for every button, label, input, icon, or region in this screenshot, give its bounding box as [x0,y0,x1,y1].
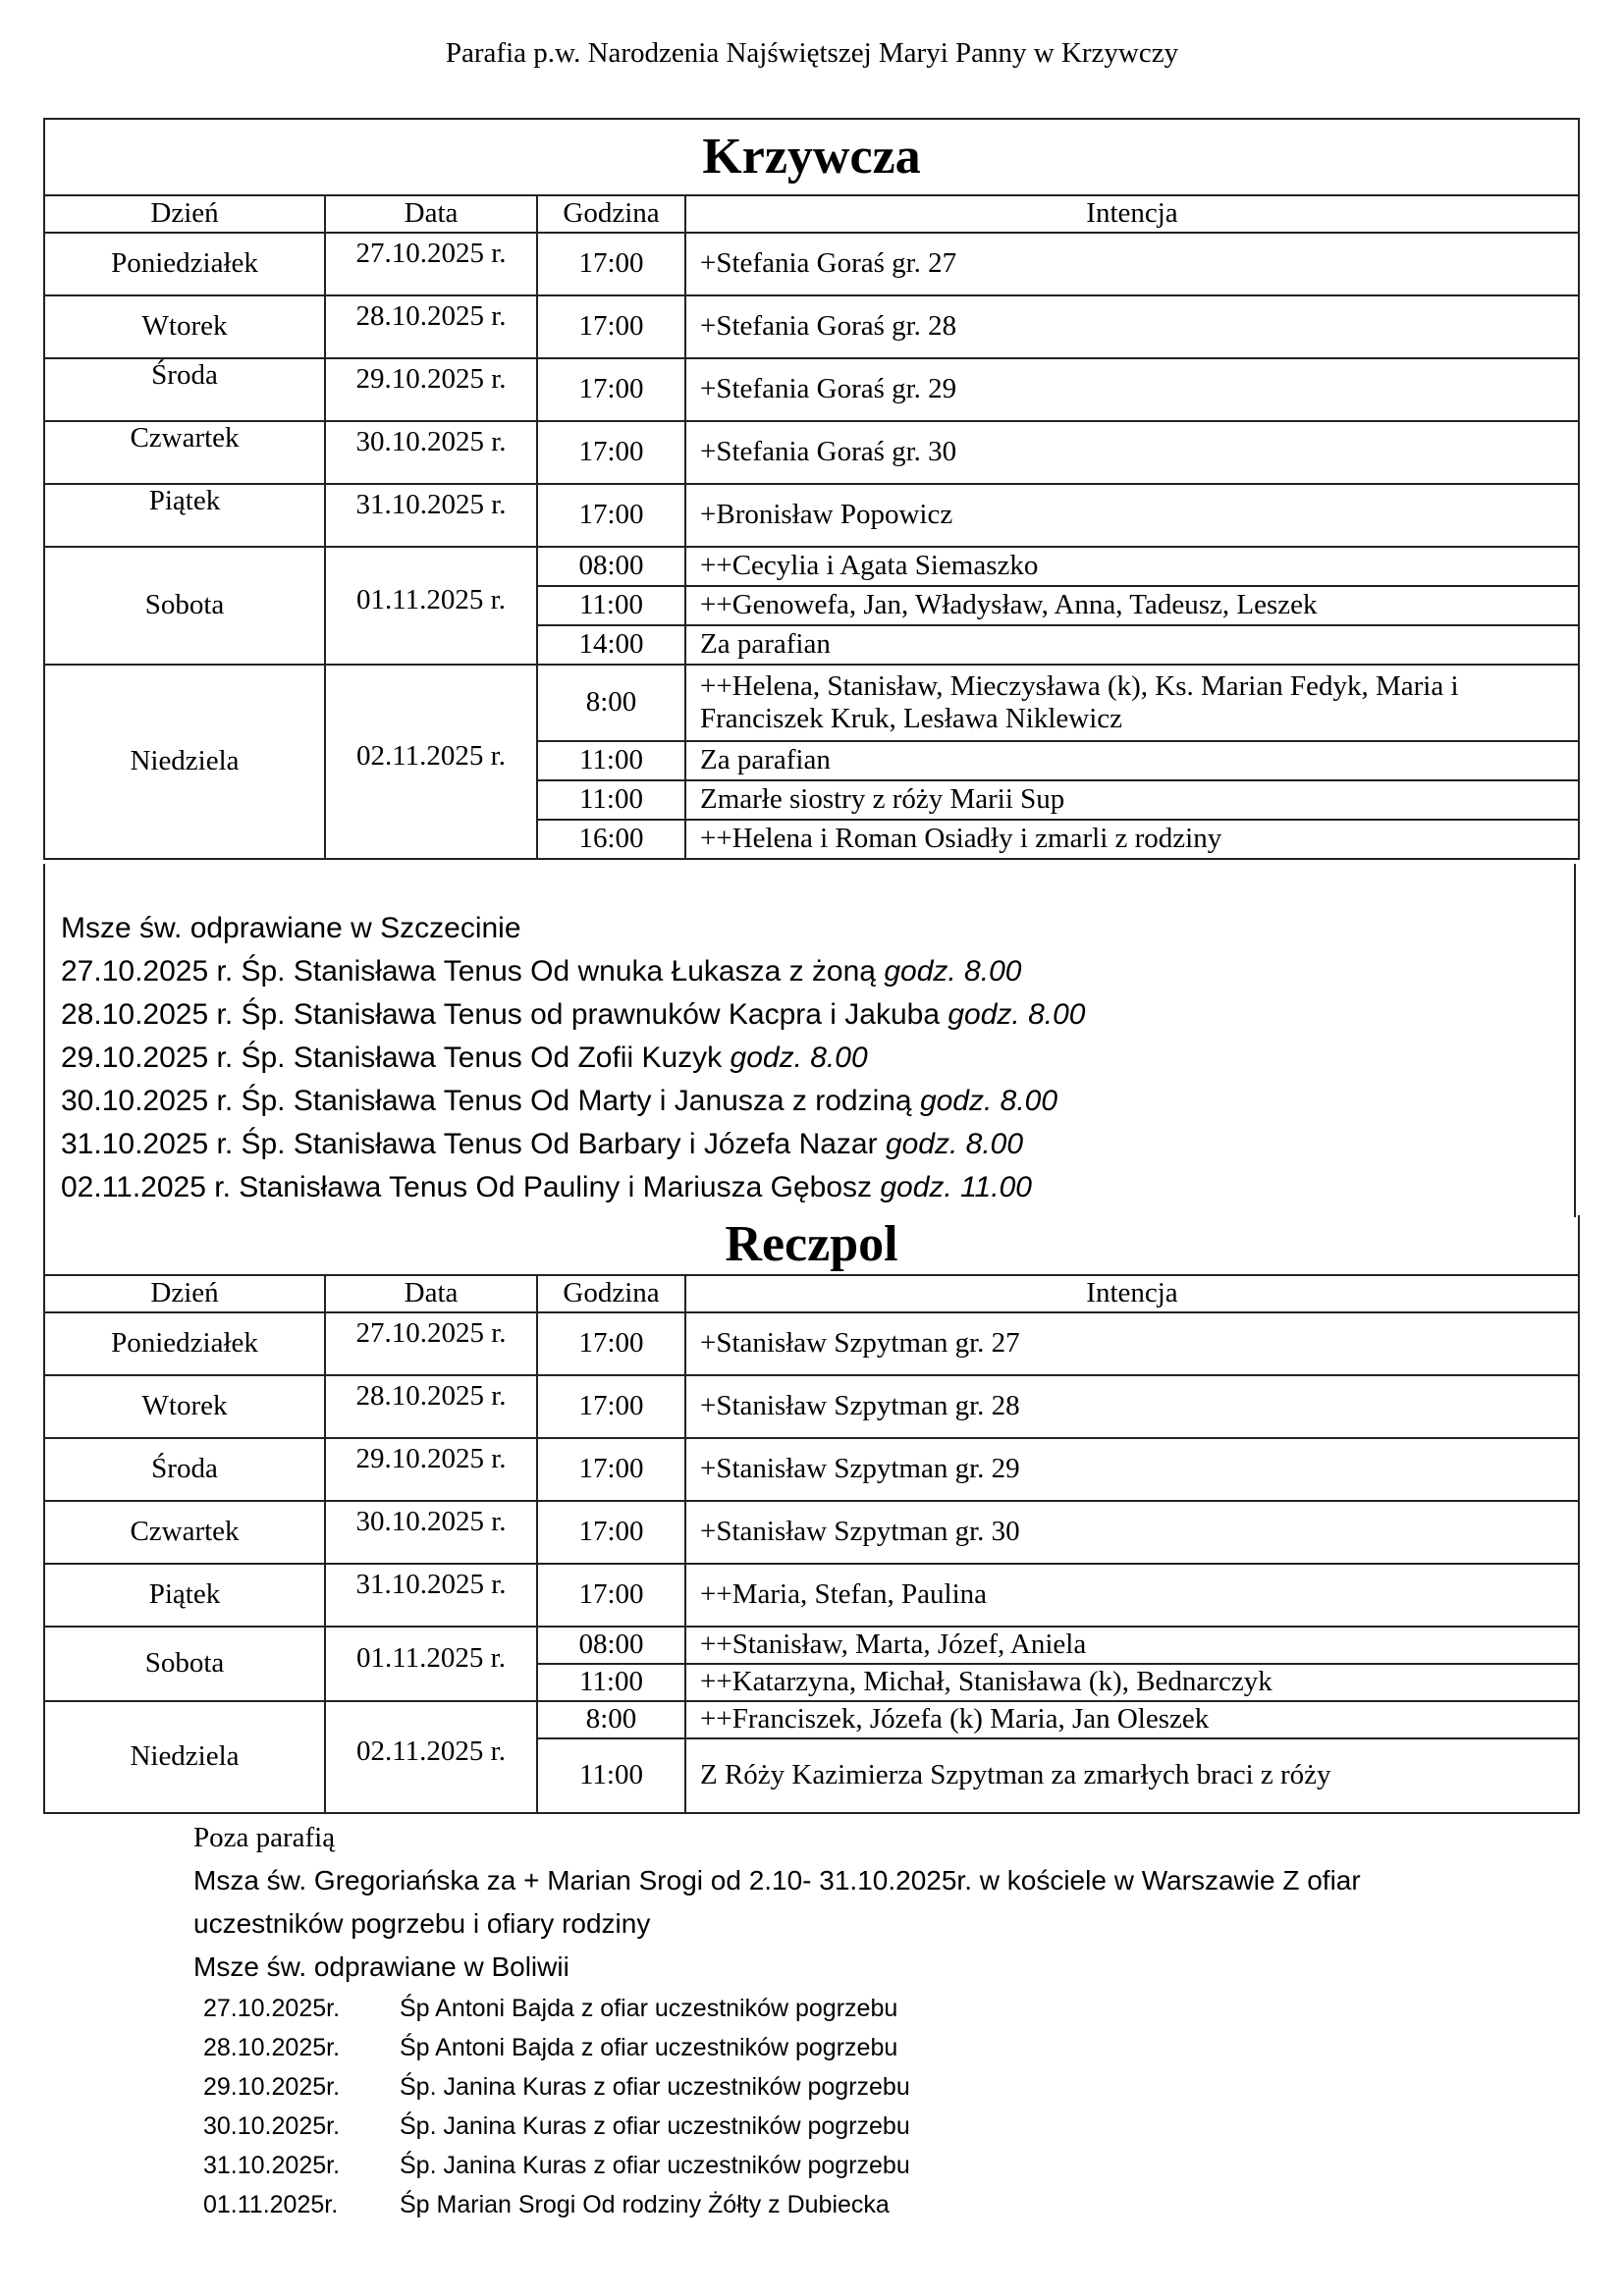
table-row [44,1312,1579,1375]
table-row [44,421,1579,484]
day-cell: Czwartek [44,1501,325,1564]
intention-cell: ++Katarzyna, Michał, Stanisława (k), Bednarczyk [685,1664,1579,1701]
time-cell: 08:00 [537,547,685,586]
time-cell: 11:00 [537,780,685,820]
column-header-day: Dzień [44,1275,325,1312]
krzywcza-schedule-table [43,118,1580,860]
date-cell: 27.10.2025 r. [325,1312,537,1375]
day-cell: Czwartek [44,421,325,484]
time-cell: 17:00 [537,484,685,547]
intention-cell: ++Helena, Stanisław, Mieczysława (k), Ks. Marian Fedyk, Maria i Franciszek Kruk, Lesława Niklewicz [685,665,1579,741]
time-cell: 17:00 [537,233,685,295]
table-row [44,1564,1579,1627]
time-cell: 11:00 [537,1664,685,1701]
reczpol-schedule-table [43,1215,1580,1814]
time-cell: 8:00 [537,1701,685,1738]
szczecin-entry: 02.11.2025 r. Stanisława Tenus Od Pauliny i Mariusza Gębosz godz. 11.00 [61,1171,1032,1203]
day-cell: Środa [44,1438,325,1501]
szczecin-entry: 27.10.2025 r. Śp. Stanisława Tenus Od wnuka Łukasza z żoną godz. 8.00 [61,955,1022,988]
day-cell: Sobota [44,1627,325,1701]
date-cell: 28.10.2025 r. [325,1375,537,1438]
date-cell: 01.11.2025 r. [325,547,537,665]
day-cell: Wtorek [44,295,325,358]
outside-parish-section [193,1816,1470,2224]
day-cell: Wtorek [44,1375,325,1438]
outside-title: Poza parafią [193,1822,336,1853]
column-header-date: Data [325,195,537,233]
intention-cell: +Stanisław Szpytman gr. 30 [685,1501,1579,1564]
time-cell: 17:00 [537,1438,685,1501]
szczecin-masses-section [43,864,1576,1217]
szczecin-entry: 29.10.2025 r. Śp. Stanisława Tenus Od Zofii Kuzyk godz. 8.00 [61,1041,868,1074]
date-cell: 29.10.2025 r. [325,358,537,421]
day-cell: Poniedziałek [44,1312,325,1375]
szczecin-title: Msze św. odprawiane w Szczecinie [61,912,521,944]
day-cell: Niedziela [44,665,325,859]
date-cell: 31.10.2025 r. [325,484,537,547]
date-cell: 27.10.2025 r. [325,233,537,295]
day-cell: Piątek [44,1564,325,1627]
table-row [44,1701,1579,1738]
time-cell: 14:00 [537,625,685,665]
date-cell: 02.11.2025 r. [325,1701,537,1813]
list-item: 29.10.2025r. Śp. Janina Kuras z ofiar uczestników pogrzebu [203,2073,910,2101]
intention-cell: +Stanisław Szpytman gr. 28 [685,1375,1579,1438]
column-header-day: Dzień [44,195,325,233]
table-row [44,1438,1579,1501]
column-header-time: Godzina [537,195,685,233]
day-cell: Sobota [44,547,325,665]
time-cell: 17:00 [537,1564,685,1627]
time-cell: 11:00 [537,741,685,780]
reczpol-title: Reczpol [44,1215,1579,1275]
date-cell: 01.11.2025 r. [325,1627,537,1701]
list-item: 27.10.2025r. Śp Antoni Bajda z ofiar uczestników pogrzebu [203,1995,898,2022]
intention-cell: +Bronisław Popowicz [685,484,1579,547]
szczecin-entry: 30.10.2025 r. Śp. Stanisława Tenus Od Marty i Janusza z rodziną godz. 8.00 [61,1085,1058,1117]
page-header: Parafia p.w. Narodzenia Najświętszej Maryi Panny w Krzywczy [445,37,1179,69]
time-cell: 17:00 [537,358,685,421]
table-row [44,484,1579,547]
intention-cell: Za parafian [685,741,1579,780]
date-cell: 02.11.2025 r. [325,665,537,859]
list-item: 30.10.2025r. Śp. Janina Kuras z ofiar uczestników pogrzebu [203,2112,910,2140]
table-row [44,295,1579,358]
column-header-time: Godzina [537,1275,685,1312]
table-row [44,1627,1579,1664]
intention-cell: ++Franciszek, Józefa (k) Maria, Jan Oleszek [685,1701,1579,1738]
krzywcza-title: Krzywcza [44,119,1579,195]
column-header-intention: Intencja [685,1275,1579,1312]
intention-cell: ++Genowefa, Jan, Władysław, Anna, Tadeusz, Leszek [685,586,1579,625]
time-cell: 17:00 [537,295,685,358]
list-item: 01.11.2025r. Śp Marian Srogi Od rodziny Żółty z Dubiecka [203,2191,890,2218]
list-item: 28.10.2025r. Śp Antoni Bajda z ofiar uczestników pogrzebu [203,2034,898,2061]
time-cell: 17:00 [537,421,685,484]
table-row [44,547,1579,586]
table-row [44,358,1579,421]
date-cell: 30.10.2025 r. [325,1501,537,1564]
day-cell: Niedziela [44,1701,325,1813]
intention-cell: +Stefania Goraś gr. 27 [685,233,1579,295]
time-cell: 11:00 [537,1738,685,1813]
date-cell: 30.10.2025 r. [325,421,537,484]
column-header-intention: Intencja [685,195,1579,233]
szczecin-entry: 31.10.2025 r. Śp. Stanisława Tenus Od Barbary i Józefa Nazar godz. 8.00 [61,1128,1024,1160]
date-cell: 29.10.2025 r. [325,1438,537,1501]
intention-cell: Z Róży Kazimierza Szpytman za zmarłych braci z róży [685,1738,1579,1813]
intention-cell: +Stanisław Szpytman gr. 29 [685,1438,1579,1501]
column-header-date: Data [325,1275,537,1312]
szczecin-entry: 28.10.2025 r. Śp. Stanisława Tenus od prawnuków Kacpra i Jakuba godz. 8.00 [61,998,1086,1031]
date-cell: 31.10.2025 r. [325,1564,537,1627]
time-cell: 16:00 [537,820,685,859]
table-row [44,1375,1579,1438]
intention-cell: +Stefania Goraś gr. 30 [685,421,1579,484]
date-cell: 28.10.2025 r. [325,295,537,358]
table-row [44,1501,1579,1564]
table-row [44,665,1579,741]
table-row [44,233,1579,295]
day-cell: Piątek [44,484,325,547]
intention-cell: +Stefania Goraś gr. 28 [685,295,1579,358]
intention-cell: +Stefania Goraś gr. 29 [685,358,1579,421]
intention-cell: Zmarłe siostry z róży Marii Sup [685,780,1579,820]
bolivia-title: Msze św. odprawiane w Boliwii [193,1951,569,1982]
time-cell: 17:00 [537,1312,685,1375]
day-cell: Poniedziałek [44,233,325,295]
intention-cell: Za parafian [685,625,1579,665]
time-cell: 8:00 [537,665,685,741]
time-cell: 17:00 [537,1501,685,1564]
intention-cell: ++Maria, Stefan, Paulina [685,1564,1579,1627]
time-cell: 08:00 [537,1627,685,1664]
day-cell: Środa [44,358,325,421]
list-item: 31.10.2025r. Śp. Janina Kuras z ofiar uczestników pogrzebu [203,2152,910,2179]
intention-cell: ++Helena i Roman Osiadły i zmarli z rodziny [685,820,1579,859]
time-cell: 17:00 [537,1375,685,1438]
intention-cell: ++Stanisław, Marta, Józef, Aniela [685,1627,1579,1664]
intention-cell: +Stanisław Szpytman gr. 27 [685,1312,1579,1375]
time-cell: 11:00 [537,586,685,625]
gregorian-mass-note: Msza św. Gregoriańska za + Marian Srogi od 2.10- 31.10.2025r. w kościele w Warszawie Z ofiar uczestników pogrzebu i ofiary rodziny [193,1865,1361,1939]
bolivia-list [193,1989,1470,2224]
intention-cell: ++Cecylia i Agata Siemaszko [685,547,1579,586]
